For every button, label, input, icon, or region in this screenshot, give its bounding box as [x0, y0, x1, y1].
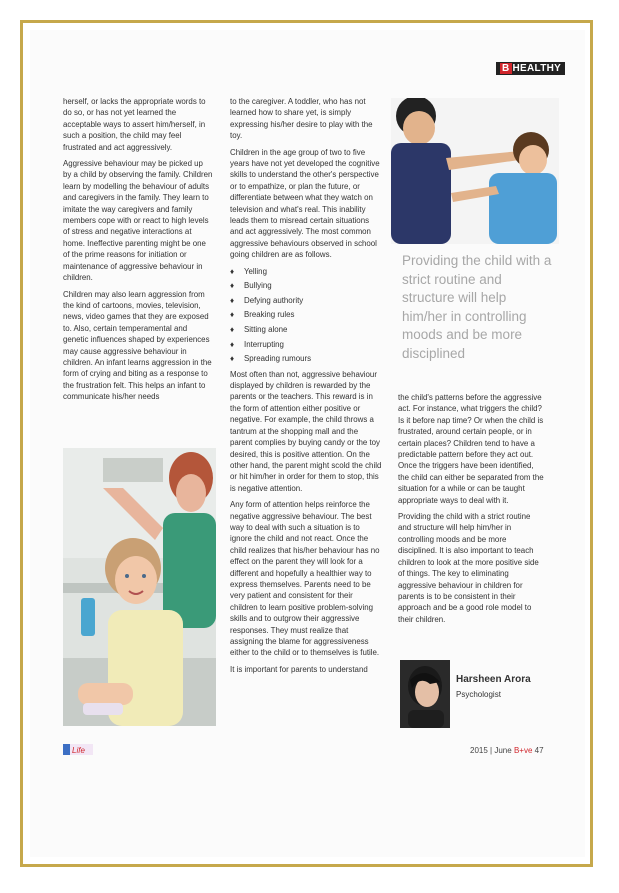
article-column-3 [398, 392, 544, 630]
paragraph: Providing the child with a strict routine and structure will help him/her in controlling moods and be more disciplined. It is also important to teach children to look at the more positive side of things. The key to eliminating aggressive behaviour in children for parents is to be consistent in their approach and be a good role model to their children. [398, 512, 539, 624]
section-badge [496, 62, 565, 75]
kids-fighting-photo [391, 98, 559, 244]
behaviour-list [230, 266, 382, 365]
pull-quote: Providing the child with a strict routine and structure will help him/her in controlling moods and be more disciplined [402, 253, 552, 361]
magazine-logo [63, 742, 93, 753]
list-item: ♦ Spreading rumours [230, 353, 382, 364]
kitchen-photo [63, 448, 216, 726]
article-column-1 [63, 96, 213, 408]
author-photo [400, 660, 450, 728]
list-item: ♦ Defying authority [230, 295, 382, 306]
section-badge-word: HEALTHY [512, 63, 562, 74]
list-item: ♦ Breaking rules [230, 309, 382, 320]
list-item: ♦ Interrupting [230, 339, 382, 350]
list-item: ♦ Yelling [230, 266, 382, 277]
page-folio [470, 746, 544, 755]
paragraph: to the caregiver. A toddler, who has not learned how to share yet, is simply expressing his/her desire to play with the toy. [230, 97, 373, 141]
folio-month: June [494, 746, 512, 755]
author-name: Harsheen Arora [456, 674, 531, 685]
folio-brand: B+ve [513, 746, 533, 755]
magazine-logo-text: Life [72, 746, 85, 755]
paragraph: Any form of attention helps reinforce the negative aggressive behaviour. The best way to deal with such a situation is to ignore the child and not react. Once the child realizes that his/her behaviour has no effect on the parent they will look for a different and hopefully a healthier way to express themselves. Parents need to be very patient and consistent for their children to learn positive problem-solving skills and to outgrow their aggressive responses. They must realize that assigning the blame for aggressiveness either to the child or to themselves is futile. [230, 500, 380, 658]
folio-year: 2015 [470, 746, 488, 755]
paragraph: the child's patterns before the aggressive act. For instance, what triggers the child? Is it before nap time? Or when the child is frustrated, around certain people, or in certain places? Children tend to have a predictable pattern before they act out. Once the triggers have been identified, the child can either be separated from the situation for a while or can be taught appropriate ways to deal with it. [398, 393, 544, 505]
list-item: ♦ Bullying [230, 280, 382, 291]
paragraph: It is important for parents to understand [230, 664, 368, 674]
folio-separator: | [490, 746, 493, 755]
paragraph: Most often than not, aggressive behaviour displayed by children is rewarded by the parents or the teachers. This reward is in the form of attention either positive or negative. For example, the child throws a tantrum at the shopping mall and the parent complies by buying candy or the toy desired, this is positive attention. On the other hand, the parent might scold the child or hit him/her in order for them to stop, this is negative attention. [230, 369, 382, 493]
author-title: Psychologist [456, 690, 501, 699]
paragraph: Children may also learn aggression from the kind of cartoons, movies, television, news, video games that they are exposed to. Also, certain temperamental and genetic influences shaped by experiences may cause aggressive behaviour in children. An infant learns aggression in the form of crying and biting as a response to the frustration felt. This helps an infant to communicate his/her needs [63, 289, 212, 402]
page-number: 47 [534, 746, 544, 755]
article-column-2 [230, 96, 382, 680]
section-badge-letter: B [502, 63, 510, 74]
paragraph: herself, or lacks the appropriate words to do so, or has not yet learned the acceptable ways to assert him/herself, in such a position, the child may feel frustrated and act aggressively. [63, 97, 206, 152]
paragraph: Aggressive behaviour may be picked up by a child by observing the family. Children learn by modelling the behaviour of adults and caregivers in the family. They learn to imitate the way caregivers and family members cope with or react to high levels of stress and negative interactions at home. Ineffective parenting might be one of the prime reasons for initiation or maintenance of aggressive behaviour in children. [63, 159, 213, 283]
list-item: ♦ Sitting alone [230, 324, 382, 335]
paragraph: Children in the age group of two to five years have not yet developed the cognitive skills to understand the other's perspective or to empathize, or plan the future, or differentiate between what they watch on television and what's real. This inability leads them to misread certain situations and act aggressively. The most common aggressive behaviours observed in school going children are as follows. [230, 147, 380, 260]
